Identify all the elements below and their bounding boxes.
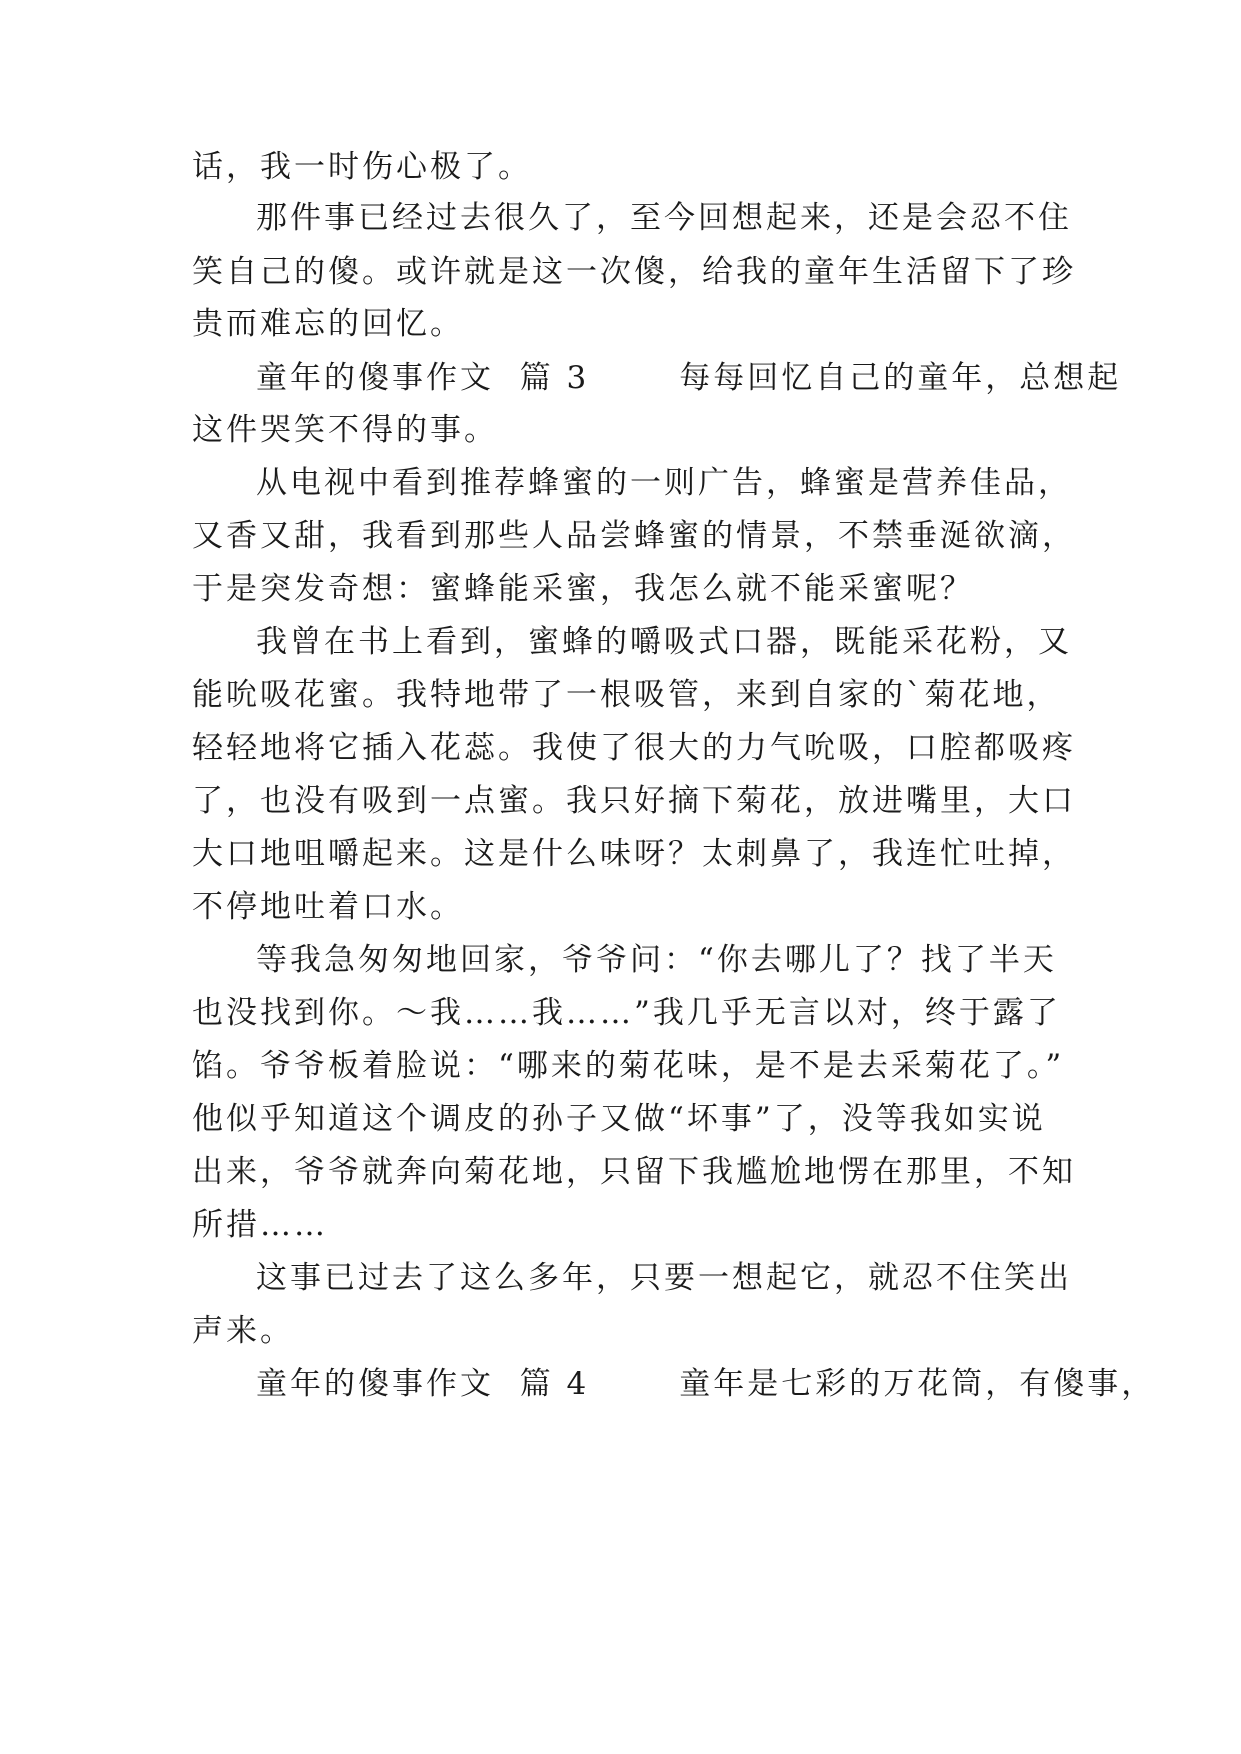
text-line: 馅。爷爷板着脸说：“哪来的菊花味，是不是去采菊花了。” (192, 1048, 1065, 1084)
text-line: 于是突发奇想：蜜蜂能采蜜，我怎么就不能采蜜呢？ (192, 571, 974, 607)
text-line: 贵而难忘的回忆。 (192, 306, 464, 342)
text-line: 那件事已经过去很久了，至今回想起来，还是会忍不住 (256, 200, 1072, 236)
text-line: 我曾在书上看到，蜜蜂的嚼吸式口器，既能采花粉，又 (256, 624, 1072, 660)
text-line: 声来。 (192, 1313, 294, 1349)
text-line: 出来，爷爷就奔向菊花地，只留下我尴尬地愣在那里，不知 (192, 1154, 1076, 1190)
text-line: 从电视中看到推荐蜂蜜的一则广告，蜂蜜是营养佳品， (256, 465, 1072, 501)
section-heading-line: 童年的傻事作文 篇 4 童年是七彩的万花筒，有傻事， (256, 1366, 1156, 1402)
text-line: 也没找到你。～我……我……”我几乎无言以对，终于露了 (192, 995, 1061, 1031)
text-line: 轻轻地将它插入花蕊。我使了很大的力气吮吸，口腔都吸疼 (192, 730, 1076, 766)
text-line: 大口地咀嚼起来。这是什么味呀？太刺鼻了，我连忙吐掉， (192, 836, 1076, 872)
text-line: 所措…… (192, 1207, 328, 1243)
text-line: 了，也没有吸到一点蜜。我只好摘下菊花，放进嘴里，大口 (192, 783, 1076, 819)
text-line: 等我急匆匆地回家，爷爷问：“你去哪儿了？找了半天 (256, 942, 1057, 978)
text-line: 笑自己的傻。或许就是这一次傻，给我的童年生活留下了珍 (192, 254, 1076, 290)
text-line: 能吮吸花蜜。我特地带了一根吸管，来到自家的`菊花地， (192, 677, 1061, 713)
text-line: 他似乎知道这个调皮的孙子又做“坏事”了，没等我如实说 (192, 1101, 1046, 1137)
text-line: 这件哭笑不得的事。 (192, 412, 498, 448)
text-line: 又香又甜，我看到那些人品尝蜂蜜的情景，不禁垂涎欲滴， (192, 518, 1076, 554)
section-heading-line: 童年的傻事作文 篇 3 每每回忆自己的童年，总想起 (256, 360, 1122, 396)
text-line: 话，我一时伤心极了。 (192, 149, 532, 185)
text-line: 这事已过去了这么多年，只要一想起它，就忍不住笑出 (256, 1260, 1072, 1296)
text-line: 不停地吐着口水。 (192, 889, 464, 925)
